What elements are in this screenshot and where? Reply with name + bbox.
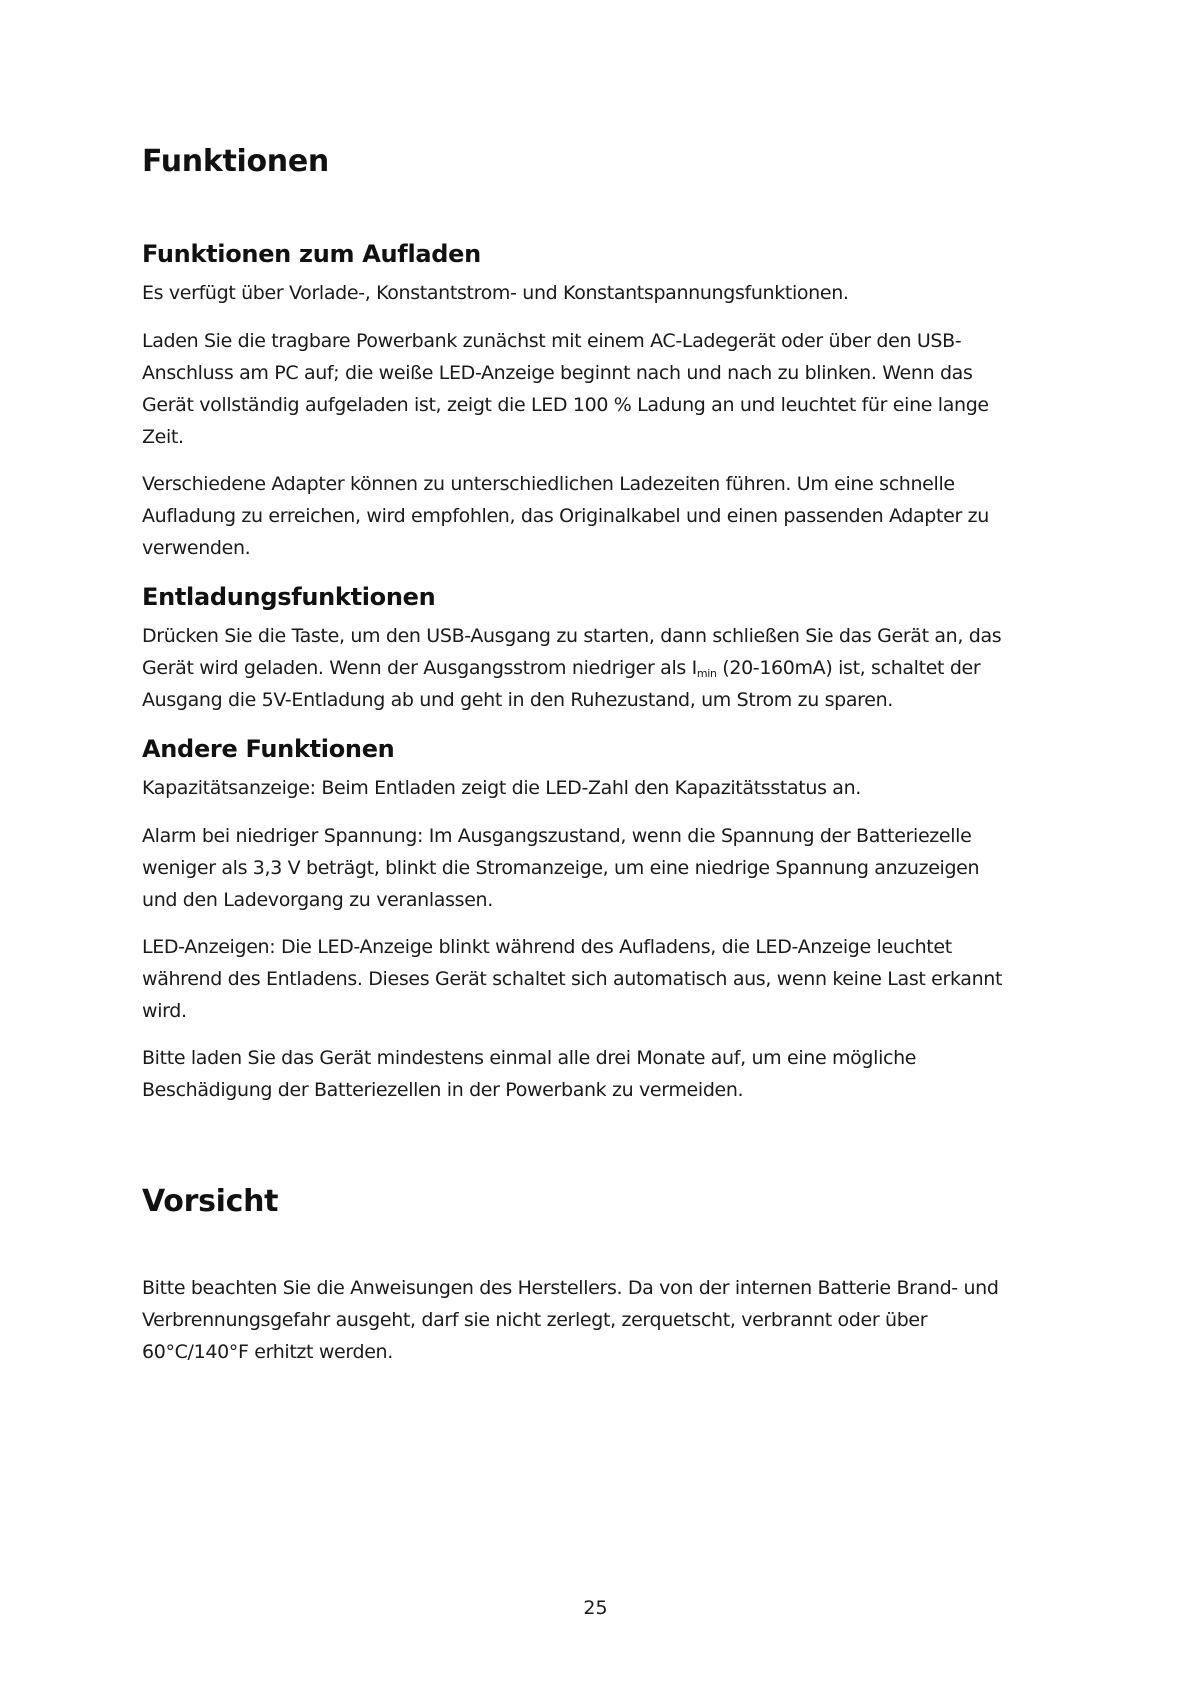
text-line: LED-Anzeigen: Die LED-Anzeige blinkt während des Aufladens, die LED-Anzeige leuchtet (142, 936, 952, 958)
text-line: wird. (142, 1000, 187, 1022)
text-line: während des Entladens. Dieses Gerät schaltet sich automatisch aus, wenn keine Last erkannt (142, 968, 1003, 990)
paragraph-andere-3 (142, 931, 1002, 1027)
paragraph-aufladen-2 (142, 325, 989, 453)
paragraph-vorsicht-1 (142, 1272, 999, 1368)
text-line: Alarm bei niedriger Spannung: Im Ausgangszustand, wenn die Spannung der Batteriezelle (142, 825, 972, 847)
text-line: Ausgang die 5V-Entladung ab und geht in den Ruhezustand, um Strom zu sparen. (142, 689, 893, 711)
paragraph-andere-1: Kapazitätsanzeige: Beim Entladen zeigt die LED-Zahl den Kapazitätsstatus an. (142, 777, 861, 799)
text-line: (20-160mA) ist, schaltet der (716, 657, 981, 679)
text-line: Bitte beachten Sie die Anweisungen des Herstellers. Da von der internen Batterie Brand- und (142, 1277, 999, 1299)
text-line: Laden Sie die tragbare Powerbank zunächst mit einem AC-Ladegerät oder über den USB- (142, 330, 962, 352)
section-title-vorsicht: Vorsicht (142, 1184, 279, 1219)
text-line: und den Ladevorgang zu veranlassen. (142, 889, 493, 911)
text-line: Drücken Sie die Taste, um den USB-Ausgang zu starten, dann schließen Sie das Gerät an, das (142, 625, 1002, 647)
text-line: Zeit. (142, 426, 184, 448)
page-number: 25 (583, 1597, 608, 1619)
text-line: Anschluss am PC auf; die weiße LED-Anzeige beginnt nach und nach zu blinken. Wenn das (142, 362, 973, 384)
text-line: Beschädigung der Batteriezellen in der Powerbank zu vermeiden. (142, 1079, 744, 1101)
paragraph-andere-2 (142, 820, 979, 916)
text-line: Verschiedene Adapter können zu unterschiedlichen Ladezeiten führen. Um eine schnelle (142, 473, 955, 495)
text-line: Aufladung zu erreichen, wird empfohlen, das Originalkabel und einen passenden Adapter zu (142, 505, 989, 527)
paragraph-aufladen-3 (142, 468, 989, 564)
text-line: weniger als 3,3 V beträgt, blinkt die Stromanzeige, um eine niedrige Spannung anzuzeigen (142, 857, 980, 879)
subscript-min: min (696, 667, 717, 680)
text-line: verwenden. (142, 537, 251, 559)
text-line: Gerät wird geladen. Wenn der Ausgangsstrom niedriger als I (142, 657, 697, 679)
paragraph-entladung-1 (142, 620, 1001, 716)
heading-entladung: Entladungsfunktionen (142, 583, 436, 611)
text-line: Verbrennungsgefahr ausgeht, darf sie nicht zerlegt, zerquetscht, verbrannt oder über (142, 1309, 928, 1331)
text-line: Bitte laden Sie das Gerät mindestens einmal alle drei Monate auf, um eine mögliche (142, 1047, 917, 1069)
paragraph-aufladen-1: Es verfügt über Vorlade-, Konstantstrom- und Konstantspannungsfunktionen. (142, 282, 849, 304)
heading-aufladen: Funktionen zum Aufladen (142, 240, 481, 268)
heading-andere: Andere Funktionen (142, 735, 395, 763)
text-line: 60°C/140°F erhitzt werden. (142, 1341, 393, 1363)
paragraph-andere-4 (142, 1042, 916, 1106)
text-line: Gerät vollständig aufgeladen ist, zeigt die LED 100 % Ladung an und leuchtet für eine lange (142, 394, 989, 416)
section-title-funktionen: Funktionen (142, 144, 329, 179)
